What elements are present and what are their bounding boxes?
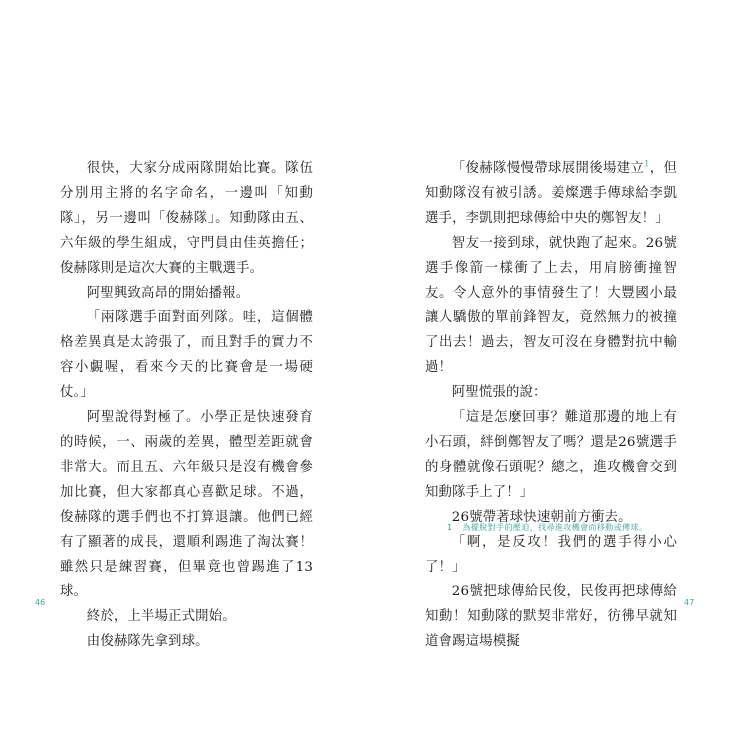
paragraph-text-after-ref: ，但知動隊沒有被引誘。姜燦選手傳球給李凱選手，李凱則把球傳給中央的鄭智友！」	[425, 161, 677, 226]
paragraph-text-before-ref: 「俊赫隊慢慢帶球展開後場建立	[451, 161, 645, 176]
paragraph: 阿聖興致高昂的開始播報。	[86, 285, 250, 301]
paragraph: 26號帶著球快速朝前方衝去。	[451, 509, 632, 525]
paragraph: 阿聖說得對極了。小學正是快速發育的時候，一、兩歲的差異，體型差距就會非常大。而且五、六年級只是沒有機會參加比賽，但大家都真心喜歡足球。不過，俊赫隊的選手們也不打算退讓。他們已經有了顯著的成長，還順利踢進了淘汰賽！雖然只是練習賽，但畢竟也曾踢進了13球。	[60, 410, 313, 600]
page-number-left: 46	[35, 598, 46, 607]
paragraph: 「兩隊選手面對面列隊。哇，這個體格差異真是太誇張了，而且對手的實力不容小覷喔，看來今天的比賽會是一場硬仗。」	[60, 310, 313, 401]
right-page	[375, 0, 750, 750]
paragraph: 智友一接到球，就快跑了起來。26號選手像箭一樣衝了上去，用肩膀衝撞智友。令人意外的事情發生了！大豐國小最讓人驕傲的單前鋒智友，竟然無力的被撞了出去！過去，智友可沒在身體對抗中輸過！	[425, 235, 677, 376]
page-number-right: 47	[684, 598, 695, 607]
footnote-text: 為擺脫對手的壓迫，找尋進攻機會而移動或傳球。	[462, 523, 648, 532]
footnote	[447, 522, 647, 533]
paragraph: 很快，大家分成兩隊開始比賽。隊伍分別用主將的名字命名，一邊叫「知動隊」，另一邊叫「俊赫隊」。知動隊由五、六年級的學生組成，守門員由佳英擔任；俊赫隊則是這次大賽的主戰選手。	[60, 161, 313, 276]
paragraph: 阿聖慌張的說：	[451, 385, 547, 401]
paragraph: 26號把球傳給民俊，民俊再把球傳給知動！知動隊的默契非常好，彷彿早就知道會踢這場模擬	[425, 584, 677, 650]
paragraph-with-footnote-ref	[425, 157, 677, 232]
paragraph: 由俊赫隊先拿到球。	[86, 634, 209, 650]
footnote-reference[interactable]: 1	[644, 159, 650, 169]
paragraph: 終於，上半場正式開始。	[86, 609, 236, 625]
footnote-number: 1	[447, 523, 453, 532]
paragraph: 「啊，是反攻！我們的選手得小心了！」	[425, 534, 677, 575]
right-text-column	[425, 157, 677, 655]
paragraph: 「這是怎麼回事？難道那邊的地上有小石頭，絆倒鄭智友了嗎？還是26號選手的身體就像石頭呢？總之，進攻機會交到知動隊手上了！」	[425, 410, 677, 500]
left-text-column	[60, 157, 313, 655]
